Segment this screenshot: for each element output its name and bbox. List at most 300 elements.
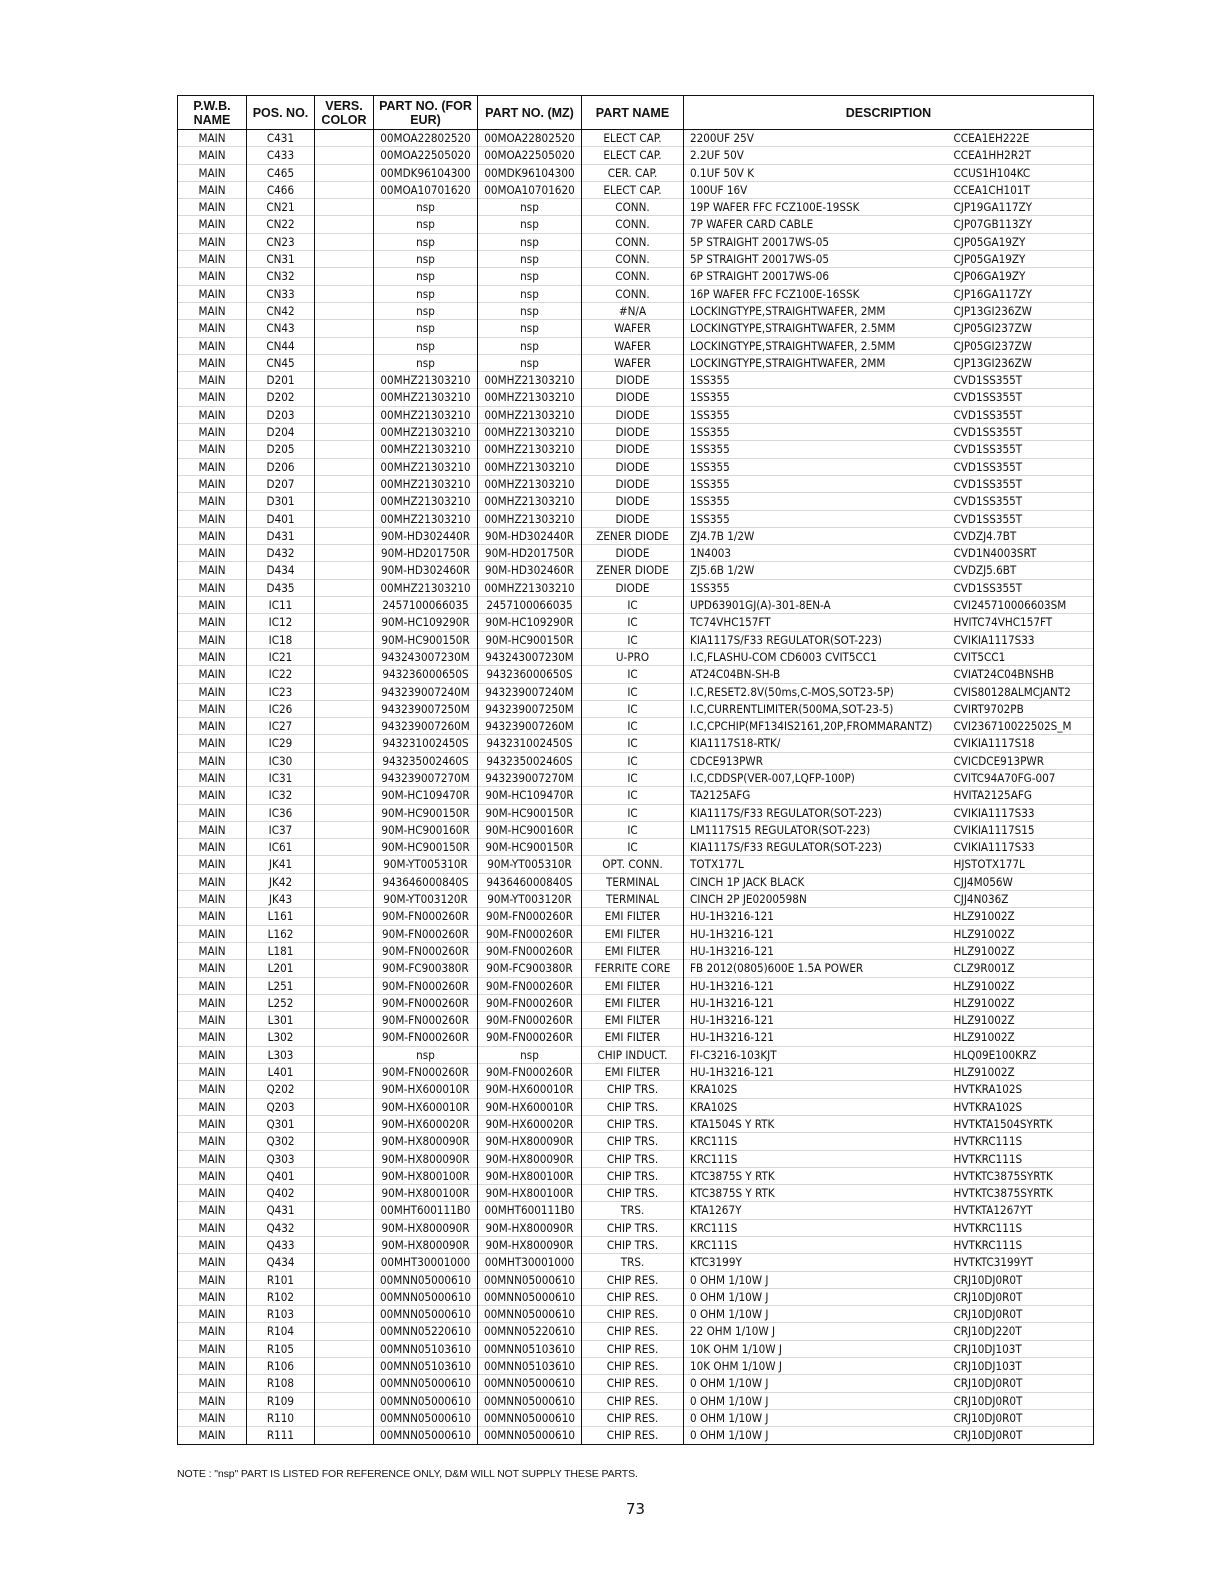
cell-part-no-mz: 00MNN05000610 bbox=[478, 1288, 582, 1305]
cell-pos-no: IC27 bbox=[247, 718, 315, 735]
cell-part-no-eur: 90M-HX600010R bbox=[374, 1098, 478, 1115]
cell-vers-color bbox=[315, 925, 374, 942]
cell-part-code: CVIKIA1117S33 bbox=[951, 804, 1094, 821]
cell-description: 5P STRAIGHT 20017WS-05 bbox=[684, 251, 951, 268]
cell-pwb-name: MAIN bbox=[178, 1409, 247, 1426]
cell-part-name: CONN. bbox=[582, 251, 684, 268]
cell-part-name: IC bbox=[582, 804, 684, 821]
cell-pwb-name: MAIN bbox=[178, 1288, 247, 1305]
cell-vers-color bbox=[315, 1185, 374, 1202]
cell-pwb-name: MAIN bbox=[178, 1046, 247, 1063]
cell-vers-color bbox=[315, 1115, 374, 1132]
cell-pwb-name: MAIN bbox=[178, 389, 247, 406]
cell-part-code: CJP19GA117ZY bbox=[951, 199, 1094, 216]
cell-part-no-eur: nsp bbox=[374, 268, 478, 285]
cell-part-no-mz: 2457100066035 bbox=[478, 597, 582, 614]
cell-part-name: CONN. bbox=[582, 199, 684, 216]
cell-part-no-mz: 90M-HD302460R bbox=[478, 562, 582, 579]
cell-description: LOCKINGTYPE,STRAIGHTWAFER, 2MM bbox=[684, 354, 951, 371]
cell-vers-color bbox=[315, 441, 374, 458]
cell-description: HU-1H3216-121 bbox=[684, 908, 951, 925]
cell-part-no-eur: 00MOA10701620 bbox=[374, 181, 478, 198]
cell-vers-color bbox=[315, 164, 374, 181]
cell-pwb-name: MAIN bbox=[178, 1358, 247, 1375]
cell-part-code: CVIKIA1117S18 bbox=[951, 735, 1094, 752]
cell-part-no-mz: nsp bbox=[478, 337, 582, 354]
cell-part-code: CVIS80128ALMCJANT2 bbox=[951, 683, 1094, 700]
cell-part-no-eur: 00MHZ21303210 bbox=[374, 493, 478, 510]
cell-pos-no: D434 bbox=[247, 562, 315, 579]
cell-pos-no: JK42 bbox=[247, 873, 315, 890]
table-row bbox=[178, 839, 1094, 856]
cell-pos-no: IC22 bbox=[247, 666, 315, 683]
cell-vers-color bbox=[315, 1288, 374, 1305]
table-row bbox=[178, 1237, 1094, 1254]
cell-description: I.C,CURRENTLIMITER(500MA,SOT-23-5) bbox=[684, 700, 951, 717]
cell-vers-color bbox=[315, 130, 374, 147]
cell-description: HU-1H3216-121 bbox=[684, 994, 951, 1011]
cell-vers-color bbox=[315, 579, 374, 596]
cell-pos-no: Q434 bbox=[247, 1254, 315, 1271]
cell-part-code: CJP05GI237ZW bbox=[951, 320, 1094, 337]
cell-vers-color bbox=[315, 406, 374, 423]
header-description: DESCRIPTION bbox=[684, 96, 1094, 130]
cell-pos-no: Q203 bbox=[247, 1098, 315, 1115]
cell-description: CDCE913PWR bbox=[684, 752, 951, 769]
cell-pos-no: Q433 bbox=[247, 1237, 315, 1254]
cell-vers-color bbox=[315, 181, 374, 198]
cell-part-name: CHIP TRS. bbox=[582, 1185, 684, 1202]
cell-part-code: HVITC74VHC157FT bbox=[951, 614, 1094, 631]
cell-part-code: HVTKTC3875SYRTK bbox=[951, 1167, 1094, 1184]
cell-part-no-mz: 943236000650S bbox=[478, 666, 582, 683]
cell-pwb-name: MAIN bbox=[178, 1254, 247, 1271]
cell-part-name: EMI FILTER bbox=[582, 908, 684, 925]
cell-pwb-name: MAIN bbox=[178, 493, 247, 510]
cell-vers-color bbox=[315, 994, 374, 1011]
cell-description: 0 OHM 1/10W J bbox=[684, 1306, 951, 1323]
header-part-name: PART NAME bbox=[582, 96, 684, 130]
cell-pwb-name: MAIN bbox=[178, 787, 247, 804]
cell-part-name: CHIP TRS. bbox=[582, 1167, 684, 1184]
cell-part-no-mz: 00MHZ21303210 bbox=[478, 441, 582, 458]
cell-part-no-mz: 00MNN05000610 bbox=[478, 1271, 582, 1288]
table-row bbox=[178, 683, 1094, 700]
cell-pos-no: Q303 bbox=[247, 1150, 315, 1167]
cell-part-name: CHIP RES. bbox=[582, 1323, 684, 1340]
cell-description: ZJ4.7B 1/2W bbox=[684, 527, 951, 544]
cell-description: LOCKINGTYPE,STRAIGHTWAFER, 2.5MM bbox=[684, 320, 951, 337]
table-row bbox=[178, 1115, 1094, 1132]
cell-part-name: CER. CAP. bbox=[582, 164, 684, 181]
cell-part-no-mz: 90M-FN000260R bbox=[478, 994, 582, 1011]
cell-part-no-mz: 90M-HX800090R bbox=[478, 1219, 582, 1236]
cell-part-no-eur: 943231002450S bbox=[374, 735, 478, 752]
cell-part-name: ZENER DIODE bbox=[582, 562, 684, 579]
cell-vers-color bbox=[315, 1375, 374, 1392]
cell-vers-color bbox=[315, 597, 374, 614]
cell-part-no-eur: 943646000840S bbox=[374, 873, 478, 890]
table-row bbox=[178, 1271, 1094, 1288]
cell-part-name: ELECT CAP. bbox=[582, 181, 684, 198]
cell-part-no-mz: 943646000840S bbox=[478, 873, 582, 890]
header-row bbox=[178, 96, 1094, 130]
cell-part-name: #N/A bbox=[582, 302, 684, 319]
cell-part-name: DIODE bbox=[582, 475, 684, 492]
cell-description: 10K OHM 1/10W J bbox=[684, 1340, 951, 1357]
cell-pwb-name: MAIN bbox=[178, 977, 247, 994]
cell-part-name: DIODE bbox=[582, 389, 684, 406]
cell-description: 0.1UF 50V K bbox=[684, 164, 951, 181]
cell-part-no-mz: 00MHZ21303210 bbox=[478, 389, 582, 406]
cell-vers-color bbox=[315, 1150, 374, 1167]
cell-pos-no: CN31 bbox=[247, 251, 315, 268]
cell-vers-color bbox=[315, 475, 374, 492]
cell-part-no-mz: 00MHZ21303210 bbox=[478, 372, 582, 389]
cell-part-no-eur: 90M-FN000260R bbox=[374, 942, 478, 959]
cell-part-code: CVD1SS355T bbox=[951, 493, 1094, 510]
cell-part-code: HVTKTA1504SYRTK bbox=[951, 1115, 1094, 1132]
cell-part-name: ZENER DIODE bbox=[582, 527, 684, 544]
table-row bbox=[178, 648, 1094, 665]
cell-part-no-mz: 90M-FN000260R bbox=[478, 925, 582, 942]
cell-part-name: IC bbox=[582, 597, 684, 614]
table-row bbox=[178, 130, 1094, 147]
cell-description: I.C,FLASHU-COM CD6003 CVIT5CC1 bbox=[684, 648, 951, 665]
cell-pwb-name: MAIN bbox=[178, 337, 247, 354]
cell-pwb-name: MAIN bbox=[178, 873, 247, 890]
cell-part-name: IC bbox=[582, 769, 684, 786]
cell-part-no-mz: 00MHZ21303210 bbox=[478, 424, 582, 441]
cell-part-no-mz: 00MNN05000610 bbox=[478, 1427, 582, 1444]
cell-part-no-mz: 90M-HD201750R bbox=[478, 545, 582, 562]
cell-part-no-mz: 00MHT30001000 bbox=[478, 1254, 582, 1271]
cell-description: 7P WAFER CARD CABLE bbox=[684, 216, 951, 233]
cell-pos-no: L252 bbox=[247, 994, 315, 1011]
cell-vers-color bbox=[315, 1202, 374, 1219]
cell-description: 1SS355 bbox=[684, 493, 951, 510]
cell-part-code: CVD1SS355T bbox=[951, 441, 1094, 458]
cell-part-no-mz: 943239007240M bbox=[478, 683, 582, 700]
table-row bbox=[178, 545, 1094, 562]
cell-part-no-eur: 00MNN05000610 bbox=[374, 1392, 478, 1409]
cell-pwb-name: MAIN bbox=[178, 908, 247, 925]
cell-part-name: IC bbox=[582, 821, 684, 838]
cell-part-no-eur: 943239007250M bbox=[374, 700, 478, 717]
cell-pwb-name: MAIN bbox=[178, 475, 247, 492]
cell-part-name: TERMINAL bbox=[582, 873, 684, 890]
cell-part-code: CVD1SS355T bbox=[951, 372, 1094, 389]
cell-part-code: HVTKRC111S bbox=[951, 1219, 1094, 1236]
cell-description: 0 OHM 1/10W J bbox=[684, 1409, 951, 1426]
cell-part-no-eur: nsp bbox=[374, 233, 478, 250]
cell-vers-color bbox=[315, 510, 374, 527]
cell-part-code: CVI245710006603SM bbox=[951, 597, 1094, 614]
cell-vers-color bbox=[315, 1340, 374, 1357]
table-row bbox=[178, 493, 1094, 510]
cell-part-name: CHIP TRS. bbox=[582, 1081, 684, 1098]
cell-part-no-eur: 00MHZ21303210 bbox=[374, 406, 478, 423]
cell-part-no-eur: nsp bbox=[374, 199, 478, 216]
cell-pwb-name: MAIN bbox=[178, 769, 247, 786]
cell-part-code: CVIKIA1117S33 bbox=[951, 839, 1094, 856]
cell-description: AT24C04BN-SH-B bbox=[684, 666, 951, 683]
cell-pos-no: R103 bbox=[247, 1306, 315, 1323]
table-row bbox=[178, 1427, 1094, 1444]
cell-pwb-name: MAIN bbox=[178, 1064, 247, 1081]
cell-part-code: CVIT5CC1 bbox=[951, 648, 1094, 665]
cell-part-code: HLZ91002Z bbox=[951, 1064, 1094, 1081]
cell-pos-no: D201 bbox=[247, 372, 315, 389]
cell-part-no-mz: 90M-HX800090R bbox=[478, 1133, 582, 1150]
cell-part-no-eur: 90M-FN000260R bbox=[374, 1029, 478, 1046]
cell-vers-color bbox=[315, 1219, 374, 1236]
cell-pos-no: CN23 bbox=[247, 233, 315, 250]
cell-part-name: TRS. bbox=[582, 1254, 684, 1271]
cell-part-no-mz: 00MNN05000610 bbox=[478, 1409, 582, 1426]
cell-vers-color bbox=[315, 908, 374, 925]
cell-pos-no: Q202 bbox=[247, 1081, 315, 1098]
cell-part-no-mz: 90M-FN000260R bbox=[478, 908, 582, 925]
cell-part-code: CJP05GI237ZW bbox=[951, 337, 1094, 354]
cell-pwb-name: MAIN bbox=[178, 302, 247, 319]
cell-part-no-mz: 90M-FC900380R bbox=[478, 960, 582, 977]
cell-description: KRC111S bbox=[684, 1237, 951, 1254]
cell-pwb-name: MAIN bbox=[178, 960, 247, 977]
table-row bbox=[178, 372, 1094, 389]
cell-part-name: IC bbox=[582, 683, 684, 700]
cell-part-code: CVD1SS355T bbox=[951, 475, 1094, 492]
cell-part-no-mz: 00MNN05000610 bbox=[478, 1306, 582, 1323]
cell-part-no-eur: 00MNN05103610 bbox=[374, 1358, 478, 1375]
cell-part-no-eur: 00MHZ21303210 bbox=[374, 458, 478, 475]
cell-part-name: CONN. bbox=[582, 285, 684, 302]
cell-pwb-name: MAIN bbox=[178, 1323, 247, 1340]
cell-part-code: CJP05GA19ZY bbox=[951, 233, 1094, 250]
cell-vers-color bbox=[315, 251, 374, 268]
table-row bbox=[178, 164, 1094, 181]
cell-vers-color bbox=[315, 545, 374, 562]
cell-pos-no: CN42 bbox=[247, 302, 315, 319]
table-row bbox=[178, 579, 1094, 596]
cell-pwb-name: MAIN bbox=[178, 372, 247, 389]
cell-part-no-mz: 943239007260M bbox=[478, 718, 582, 735]
cell-vers-color bbox=[315, 1133, 374, 1150]
cell-part-no-mz: 90M-HX800090R bbox=[478, 1150, 582, 1167]
cell-part-name: EMI FILTER bbox=[582, 925, 684, 942]
cell-pwb-name: MAIN bbox=[178, 424, 247, 441]
cell-part-code: HLZ91002Z bbox=[951, 1012, 1094, 1029]
cell-part-no-mz: 90M-HD302440R bbox=[478, 527, 582, 544]
cell-vers-color bbox=[315, 233, 374, 250]
cell-description: HU-1H3216-121 bbox=[684, 977, 951, 994]
cell-part-no-mz: nsp bbox=[478, 320, 582, 337]
cell-part-code: CVIKIA1117S15 bbox=[951, 821, 1094, 838]
cell-part-name: DIODE bbox=[582, 424, 684, 441]
cell-pos-no: D301 bbox=[247, 493, 315, 510]
cell-vers-color bbox=[315, 648, 374, 665]
table-row bbox=[178, 787, 1094, 804]
cell-pwb-name: MAIN bbox=[178, 1081, 247, 1098]
cell-part-no-eur: 00MHZ21303210 bbox=[374, 579, 478, 596]
cell-part-no-eur: 90M-HC109290R bbox=[374, 614, 478, 631]
header-pwb-name: P.W.B. NAME bbox=[178, 96, 247, 130]
cell-part-no-mz: 90M-YT005310R bbox=[478, 856, 582, 873]
cell-part-code: CCEA1CH101T bbox=[951, 181, 1094, 198]
table-row bbox=[178, 1202, 1094, 1219]
cell-part-code: CRJ10DJ0R0T bbox=[951, 1427, 1094, 1444]
cell-pos-no: IC12 bbox=[247, 614, 315, 631]
cell-part-no-eur: 90M-HD201750R bbox=[374, 545, 478, 562]
cell-part-no-mz: 00MOA22505020 bbox=[478, 147, 582, 164]
cell-vers-color bbox=[315, 1409, 374, 1426]
cell-pwb-name: MAIN bbox=[178, 1167, 247, 1184]
cell-pwb-name: MAIN bbox=[178, 268, 247, 285]
cell-vers-color bbox=[315, 839, 374, 856]
cell-part-name: EMI FILTER bbox=[582, 1064, 684, 1081]
cell-pwb-name: MAIN bbox=[178, 1133, 247, 1150]
cell-vers-color bbox=[315, 614, 374, 631]
cell-part-code: CVIAT24C04BNSHB bbox=[951, 666, 1094, 683]
cell-part-name: IC bbox=[582, 752, 684, 769]
cell-part-no-mz: 00MHZ21303210 bbox=[478, 579, 582, 596]
cell-part-code: CJP06GA19ZY bbox=[951, 268, 1094, 285]
cell-pwb-name: MAIN bbox=[178, 527, 247, 544]
cell-description: KRC111S bbox=[684, 1219, 951, 1236]
cell-part-no-eur: 00MOA22802520 bbox=[374, 130, 478, 147]
cell-pwb-name: MAIN bbox=[178, 1306, 247, 1323]
table-row bbox=[178, 994, 1094, 1011]
cell-part-name: CHIP RES. bbox=[582, 1271, 684, 1288]
cell-part-no-eur: 90M-FN000260R bbox=[374, 977, 478, 994]
cell-part-code: CRJ10DJ0R0T bbox=[951, 1306, 1094, 1323]
cell-part-name: CHIP RES. bbox=[582, 1358, 684, 1375]
cell-part-code: CJP05GA19ZY bbox=[951, 251, 1094, 268]
cell-description: LOCKINGTYPE,STRAIGHTWAFER, 2MM bbox=[684, 302, 951, 319]
cell-pwb-name: MAIN bbox=[178, 994, 247, 1011]
cell-vers-color bbox=[315, 700, 374, 717]
cell-description: TOTX177L bbox=[684, 856, 951, 873]
cell-part-name: IC bbox=[582, 666, 684, 683]
cell-pwb-name: MAIN bbox=[178, 320, 247, 337]
cell-vers-color bbox=[315, 977, 374, 994]
cell-part-no-eur: 90M-YT003120R bbox=[374, 891, 478, 908]
cell-part-no-eur: nsp bbox=[374, 216, 478, 233]
cell-part-no-mz: nsp bbox=[478, 199, 582, 216]
cell-part-name: DIODE bbox=[582, 579, 684, 596]
cell-description: LOCKINGTYPE,STRAIGHTWAFER, 2.5MM bbox=[684, 337, 951, 354]
cell-part-code: CCEA1HH2R2T bbox=[951, 147, 1094, 164]
cell-part-no-mz: 943231002450S bbox=[478, 735, 582, 752]
cell-part-no-mz: 90M-HX800090R bbox=[478, 1237, 582, 1254]
cell-pos-no: D206 bbox=[247, 458, 315, 475]
cell-pos-no: Q431 bbox=[247, 1202, 315, 1219]
cell-vers-color bbox=[315, 1392, 374, 1409]
cell-part-name: U-PRO bbox=[582, 648, 684, 665]
table-row bbox=[178, 873, 1094, 890]
cell-pos-no: IC32 bbox=[247, 787, 315, 804]
cell-part-name: CHIP INDUCT. bbox=[582, 1046, 684, 1063]
cell-part-no-mz: nsp bbox=[478, 354, 582, 371]
cell-description: KTC3199Y bbox=[684, 1254, 951, 1271]
cell-part-no-mz: 90M-HC109290R bbox=[478, 614, 582, 631]
cell-pos-no: C431 bbox=[247, 130, 315, 147]
cell-part-no-mz: 943235002460S bbox=[478, 752, 582, 769]
cell-part-code: CVITC94A70FG-007 bbox=[951, 769, 1094, 786]
cell-description: 1SS355 bbox=[684, 458, 951, 475]
cell-description: FI-C3216-103KJT bbox=[684, 1046, 951, 1063]
cell-part-no-eur: 00MNN05000610 bbox=[374, 1427, 478, 1444]
cell-part-code: HVTKRA102S bbox=[951, 1098, 1094, 1115]
cell-part-name: CHIP TRS. bbox=[582, 1115, 684, 1132]
cell-pos-no: L301 bbox=[247, 1012, 315, 1029]
cell-part-code: CJP13GI236ZW bbox=[951, 354, 1094, 371]
cell-part-no-eur: 00MNN05000610 bbox=[374, 1288, 478, 1305]
cell-part-code: CRJ10DJ0R0T bbox=[951, 1271, 1094, 1288]
table-row bbox=[178, 510, 1094, 527]
cell-vers-color bbox=[315, 458, 374, 475]
cell-part-no-mz: 90M-HX600010R bbox=[478, 1098, 582, 1115]
cell-pos-no: CN33 bbox=[247, 285, 315, 302]
cell-pos-no: CN44 bbox=[247, 337, 315, 354]
table-row bbox=[178, 251, 1094, 268]
cell-pwb-name: MAIN bbox=[178, 804, 247, 821]
cell-part-no-eur: 00MDK96104300 bbox=[374, 164, 478, 181]
cell-vers-color bbox=[315, 787, 374, 804]
cell-pos-no: CN22 bbox=[247, 216, 315, 233]
cell-description: 19P WAFER FFC FCZ100E-19SSK bbox=[684, 199, 951, 216]
cell-vers-color bbox=[315, 752, 374, 769]
cell-description: 16P WAFER FFC FCZ100E-16SSK bbox=[684, 285, 951, 302]
cell-vers-color bbox=[315, 1254, 374, 1271]
cell-part-code: HJSTOTX177L bbox=[951, 856, 1094, 873]
cell-part-name: TRS. bbox=[582, 1202, 684, 1219]
cell-pos-no: C465 bbox=[247, 164, 315, 181]
cell-part-no-eur: 90M-HX600020R bbox=[374, 1115, 478, 1132]
cell-pwb-name: MAIN bbox=[178, 700, 247, 717]
cell-pwb-name: MAIN bbox=[178, 1029, 247, 1046]
table-row bbox=[178, 977, 1094, 994]
cell-part-no-mz: nsp bbox=[478, 233, 582, 250]
table-row bbox=[178, 752, 1094, 769]
cell-part-no-eur: 90M-HX800090R bbox=[374, 1219, 478, 1236]
cell-vers-color bbox=[315, 821, 374, 838]
cell-pos-no: CN45 bbox=[247, 354, 315, 371]
cell-part-name: CHIP TRS. bbox=[582, 1098, 684, 1115]
cell-part-code: HLQ09E100KRZ bbox=[951, 1046, 1094, 1063]
cell-part-no-mz: 943243007230M bbox=[478, 648, 582, 665]
cell-part-name: IC bbox=[582, 700, 684, 717]
cell-part-no-mz: 90M-HC109470R bbox=[478, 787, 582, 804]
cell-vers-color bbox=[315, 1271, 374, 1288]
cell-description: 2.2UF 50V bbox=[684, 147, 951, 164]
cell-part-no-mz: 00MHZ21303210 bbox=[478, 510, 582, 527]
cell-pos-no: D205 bbox=[247, 441, 315, 458]
cell-description: CINCH 2P JE0200598N bbox=[684, 891, 951, 908]
cell-pos-no: Q301 bbox=[247, 1115, 315, 1132]
cell-description: 1SS355 bbox=[684, 424, 951, 441]
cell-pos-no: D204 bbox=[247, 424, 315, 441]
cell-part-no-eur: 00MNN05103610 bbox=[374, 1340, 478, 1357]
cell-part-no-eur: 00MHZ21303210 bbox=[374, 510, 478, 527]
cell-part-name: DIODE bbox=[582, 406, 684, 423]
cell-part-no-eur: 90M-HX800090R bbox=[374, 1237, 478, 1254]
cell-vers-color bbox=[315, 354, 374, 371]
cell-part-name: CHIP RES. bbox=[582, 1392, 684, 1409]
cell-part-name: CHIP RES. bbox=[582, 1409, 684, 1426]
cell-part-no-eur: 00MHZ21303210 bbox=[374, 372, 478, 389]
cell-part-no-mz: 00MHZ21303210 bbox=[478, 475, 582, 492]
